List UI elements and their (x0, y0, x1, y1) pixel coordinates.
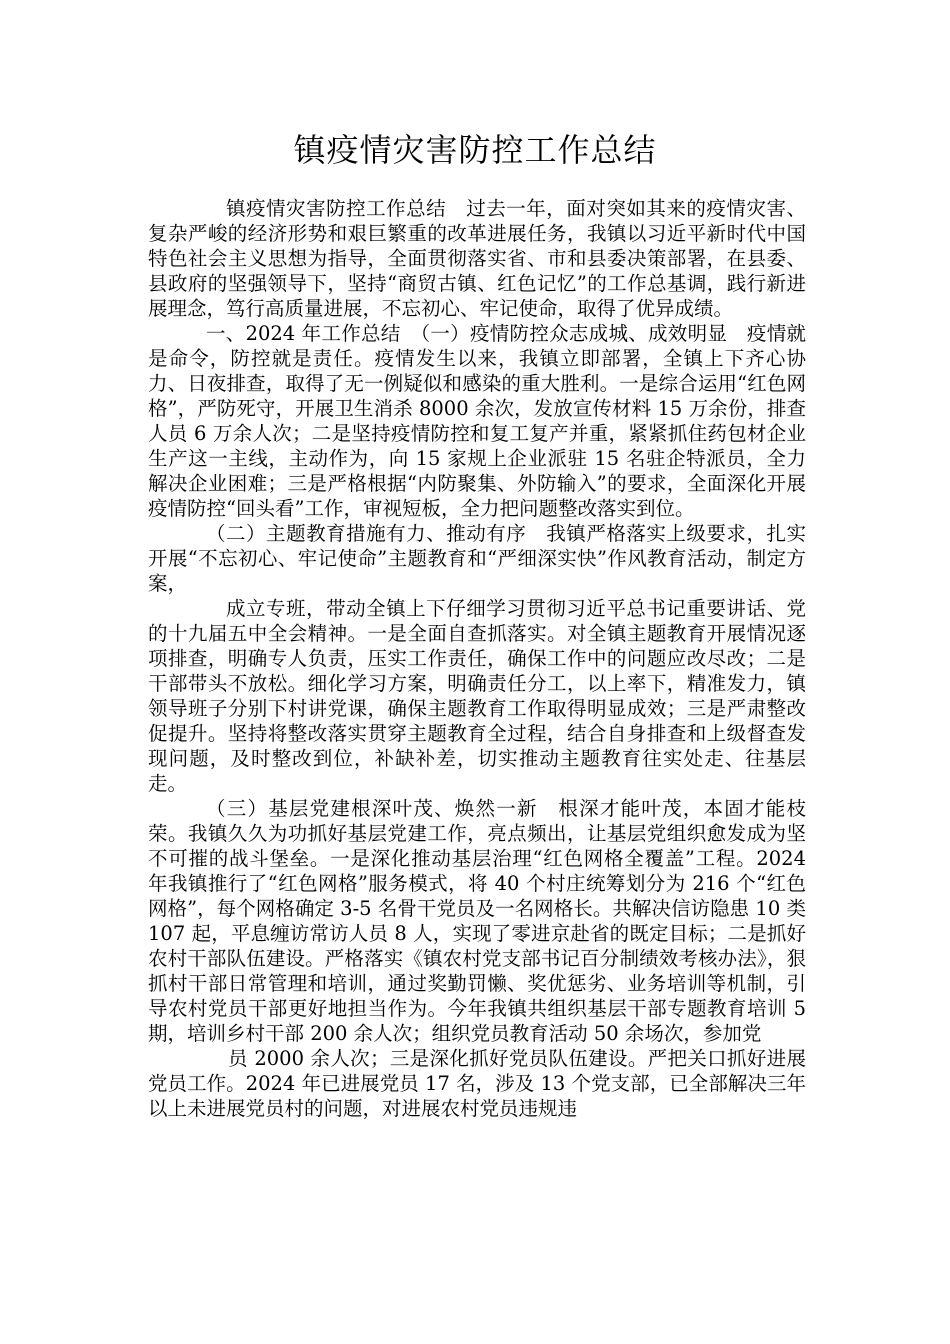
paragraph-section-2: （二）主题教育措施有力、推动有序 我镇严格落实上级要求，扎实开展“不忘初心、牢记使命”主题教育和“严细深实快”作风教育活动，制定方案， (148, 522, 806, 595)
paragraph-section-2-continued: 成立专班，带动全镇上下仔细学习贯彻习近平总书记重要讲话、党的十九届五中全会精神。一是全面自查抓落实。对全镇主题教育开展情况逐项排查，明确专人负责，压实工作责任，确保工作中的问题应改尽改；二是干部带头不放松。细化学习方案，明确责任分工，以上率下，精准发力，镇领导班子分别下村讲党课，确保主题教育工作取得明显成效；三是严肃整改促提升。坚持将整改落实贯穿主题教育全过程，结合自身排查和上级督查发现问题，及时整改到位，补缺补差，切实推动主题教育往实处走、往基层走。 (148, 597, 806, 795)
paragraph-section-3-continued: 员 2000 余人次；三是深化抓好党员队伍建设。严把关口抓好进展党员工作。2024 年已进展党员 17 名，涉及 13 个党支部，已全部解决三年以上未进展党员村的问题，对进展农村党员违规违 (148, 1047, 806, 1120)
document-body (148, 196, 806, 1121)
document-title: 镇疫情灾害防控工作总结 (293, 131, 657, 169)
paragraph-section-3: （三）基层党建根深叶茂、焕然一新 根深才能叶茂，本固才能枝荣。我镇久久为功抓好基层党建工作，亮点频出，让基层党组织愈发成为坚不可摧的战斗堡垒。一是深化推动基层治理“红色网格全覆盖”工程。2024 年我镇推行了“红色网格”服务模式，将 40 个村庄统筹划分为 216 个“红色网格”，每个网格确定 3-5 名骨干党员及一名网格长。共解决信访隐患 10 类 107 起，平息缠访常访人员 8 人，实现了零进京赴省的既定目标；二是抓好农村干部队伍建设。严格落实《镇农村党支部书记百分制绩效考核办法》，狠抓村干部日常管理和培训，通过奖勤罚懒、奖优惩劣、业务培训等机制，引导农村党员干部更好地担当作为。今年我镇共组织基层干部专题教育培训 5 期，培训乡村干部 200 余人次；组织党员教育活动 50 余场次，参加党 (148, 797, 806, 1045)
paragraph-intro: 镇疫情灾害防控工作总结 过去一年，面对突如其来的疫情灾害、复杂严峻的经济形势和艰巨繁重的改革进展任务，我镇以习近平新时代中国特色社会主义思想为指导，全面贯彻落实省、市和县委决策部署，在县委、县政府的坚强领导下，坚持“商贸古镇、红色记忆”的工作总基调，践行新进展理念，笃行高质量进展，不忘初心、牢记使命，取得了优异成绩。 (148, 197, 806, 320)
paragraph-section-1: 一、2024 年工作总结 （一）疫情防控众志成城、成效明显 疫情就是命令，防控就是责任。疫情发生以来，我镇立即部署，全镇上下齐心协力、日夜排查，取得了无一例疑似和感染的重大胜利。一是综合运用“红色网格”，严防死守，开展卫生消杀 8000 余次，发放宣传材料 15 万余份，排查人员 6 万余人次；二是坚持疫情防控和复工复产并重，紧紧抓住药包材企业生产这一主线，主动作为，向 15 家规上企业派驻 15 名驻企特派员，全力解决企业困难；三是严格根据“内防聚集、外防输入”的要求，全面深化开展疫情防控“回头看”工作，审视短板，全力把问题整改落实到位。 (148, 322, 806, 520)
